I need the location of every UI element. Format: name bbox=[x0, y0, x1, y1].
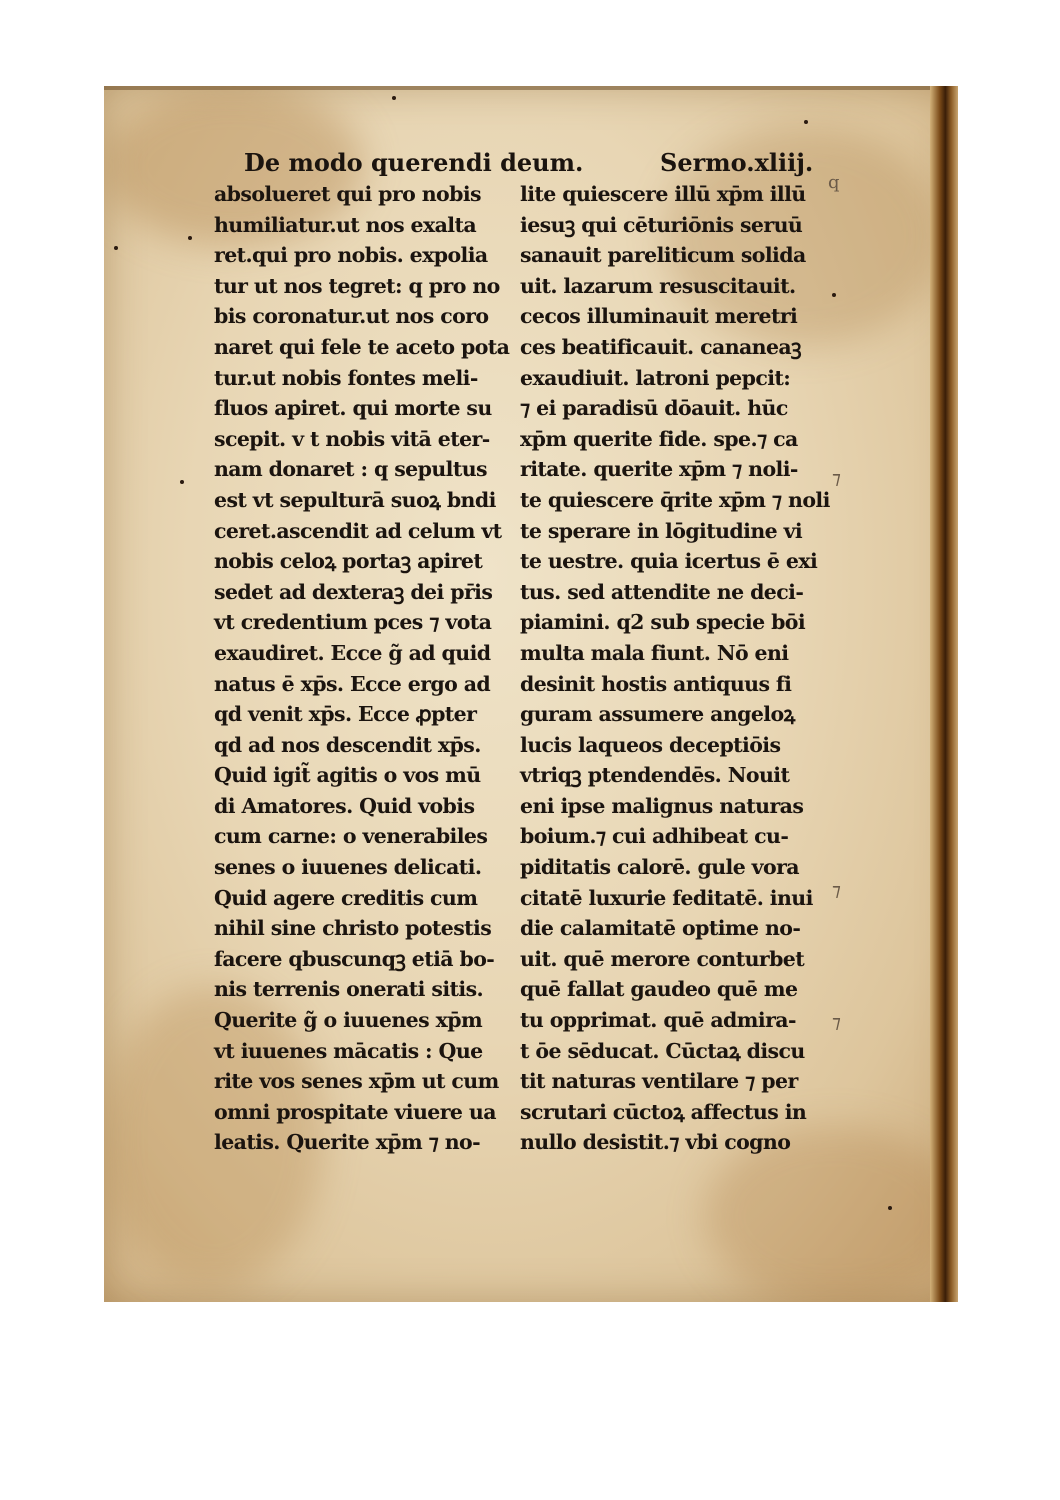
text-line: ⁊ ei paradisū dōauit. hūc bbox=[520, 396, 788, 421]
ink-speck bbox=[832, 293, 836, 297]
text-line: sanauit pareliticum solida bbox=[520, 243, 806, 268]
text-line: lite quiescere illū xp̄m illū bbox=[520, 182, 806, 206]
text-line: tit naturas ventilare ⁊ per bbox=[520, 1069, 798, 1094]
text-line: te quiescere q̄rite xp̄m ⁊ noli bbox=[520, 487, 830, 512]
text-line: citatē luxurie feditatē. inui bbox=[520, 885, 813, 910]
text-line: nobis celoꝝ portaꝫ apiret bbox=[214, 549, 483, 574]
margin-note: ⁊ bbox=[832, 1012, 841, 1033]
text-line: iesuꝫ qui cēturiōnis seruū bbox=[520, 212, 803, 237]
text-line: desinit hostis antiquus fi bbox=[520, 671, 792, 696]
text-column-right bbox=[520, 179, 830, 1158]
text-line: sedet ad dexteraꝫ dei pr̄is bbox=[214, 579, 493, 604]
text-line: vtriqꝫ ptendendēs. Nouit bbox=[520, 763, 790, 788]
text-line: naret qui fele te aceto pota bbox=[214, 334, 510, 359]
text-line: Quid igit̃ agitis o vos mū bbox=[214, 763, 481, 788]
text-line: piamini. q2 sub specie bōi bbox=[520, 610, 806, 635]
ink-speck bbox=[180, 480, 184, 484]
book-spine-edge bbox=[930, 86, 958, 1302]
text-line: humiliatur.ut nos exalta bbox=[214, 212, 477, 237]
text-line: est vt sepulturā suoꝝ bndi bbox=[214, 487, 496, 512]
text-line: di Amatores. Quid vobis bbox=[214, 793, 475, 818]
text-line: tu opprimat. quē admira- bbox=[520, 1008, 796, 1033]
ink-speck bbox=[804, 120, 808, 124]
text-line: cum carne: o venerabiles bbox=[214, 824, 488, 849]
ink-speck bbox=[392, 96, 396, 100]
text-line: rite vos senes xp̄m ut cum bbox=[214, 1069, 499, 1094]
text-line: guram assumere angeloꝝ bbox=[520, 702, 795, 727]
text-line: quē fallat gaudeo quē me bbox=[520, 977, 798, 1002]
text-line: multa mala fiunt. Nō eni bbox=[520, 640, 789, 665]
text-line: nam donaret : q sepultus bbox=[214, 457, 487, 482]
header-sermon-number: Sermo.xliij. bbox=[660, 148, 814, 177]
text-line: uit. lazarum resuscitauit. bbox=[520, 273, 796, 298]
text-line: exaudiuit. latroni pepcit: bbox=[520, 365, 791, 390]
text-line: vt credentium pces ⁊ vota bbox=[214, 610, 492, 635]
text-line: eni ipse malignus naturas bbox=[520, 793, 804, 818]
text-line: Querite g̃ o iuuenes xp̄m bbox=[214, 1008, 483, 1033]
text-line: qd venit xp̄s. Ecce ꝓpter bbox=[214, 702, 477, 727]
text-line: fluos apiret. qui morte su bbox=[214, 396, 492, 421]
text-line: tur.ut nobis fontes meli- bbox=[214, 365, 478, 390]
text-line: die calamitatē optime no- bbox=[520, 916, 801, 941]
text-line: t ōe sēducat. Cūctaꝝ discu bbox=[520, 1038, 805, 1063]
text-line: ritate. querite xp̄m ⁊ noli- bbox=[520, 457, 798, 482]
text-line: nullo desistit.⁊ vbi cogno bbox=[520, 1130, 791, 1155]
text-line: bis coronatur.ut nos coro bbox=[214, 304, 489, 329]
text-line: te sperare in lōgitudine vi bbox=[520, 518, 803, 543]
ink-speck bbox=[888, 1206, 892, 1210]
margin-note: ⁊ bbox=[832, 880, 841, 901]
text-line: scepit. v t nobis vitā eter- bbox=[214, 426, 490, 451]
text-line: ces beatificauit. cananeaꝫ bbox=[520, 334, 801, 359]
text-line: qd ad nos descendit xp̄s. bbox=[214, 732, 481, 757]
ink-speck bbox=[188, 236, 192, 240]
text-line: facere qbuscunqꝫ etiā bo- bbox=[214, 946, 495, 971]
text-line: ret.qui pro nobis. expolia bbox=[214, 243, 488, 268]
page-top-edge bbox=[104, 86, 958, 90]
text-line: te uestre. quia icertus ē exi bbox=[520, 549, 818, 574]
text-column-left bbox=[214, 179, 509, 1158]
text-line: senes o iuuenes delicati. bbox=[214, 855, 482, 880]
text-line: lucis laqueos deceptiōis bbox=[520, 732, 781, 757]
header-title: De modo querendi deum. bbox=[244, 148, 584, 177]
ink-speck bbox=[114, 246, 118, 250]
text-line: nis terrenis onerati sitis. bbox=[214, 977, 484, 1002]
margin-note: q bbox=[828, 172, 840, 193]
text-line: uit. quē merore conturbet bbox=[520, 946, 805, 971]
running-header bbox=[0, 0, 1060, 177]
text-line: xp̄m querite fide. spe.⁊ ca bbox=[520, 426, 798, 451]
text-line: boium.⁊ cui adhibeat cu- bbox=[520, 824, 789, 849]
text-line: tur ut nos tegret: q pro no bbox=[214, 273, 500, 298]
text-line: nihil sine christo potestis bbox=[214, 916, 492, 941]
text-line: Quid agere creditis cum bbox=[214, 885, 478, 910]
margin-note: ⁊ bbox=[832, 468, 841, 489]
text-line: exaudiret. Ecce g̃ ad quid bbox=[214, 640, 491, 665]
text-line: leatis. Querite xp̄m ⁊ no- bbox=[214, 1130, 481, 1155]
text-line: piditatis calorē. gule vora bbox=[520, 855, 799, 880]
text-line: absolueret qui pro nobis bbox=[214, 182, 481, 206]
text-line: natus ē xp̄s. Ecce ergo ad bbox=[214, 671, 491, 696]
text-line: vt iuuenes mācatis : Que bbox=[214, 1038, 483, 1063]
text-line: scrutari cūctoꝝ affectus in bbox=[520, 1099, 807, 1124]
text-line: tus. sed attendite ne deci- bbox=[520, 579, 804, 604]
text-line: ceret.ascendit ad celum vt bbox=[214, 518, 502, 543]
text-line: omni prospitate viuere ua bbox=[214, 1099, 496, 1124]
text-line: cecos illuminauit meretri bbox=[520, 304, 798, 329]
